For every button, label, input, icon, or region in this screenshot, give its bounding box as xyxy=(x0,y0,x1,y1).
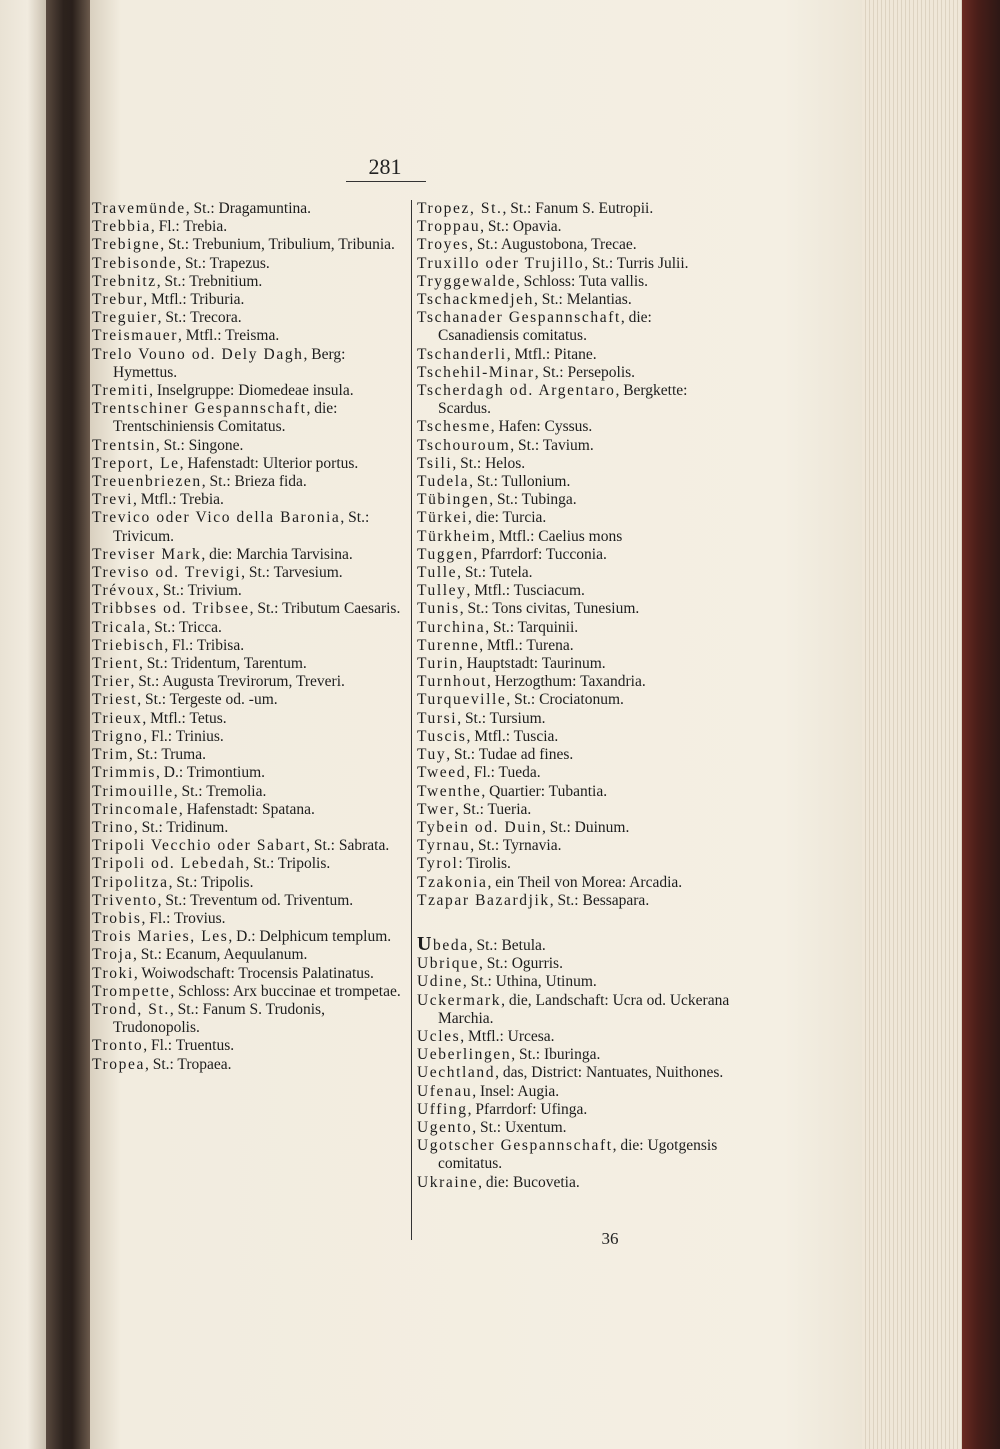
entry-headword: Turnhout xyxy=(417,673,487,691)
entry-gloss: , Woiwodschaft: Trocensis Palatinatus. xyxy=(133,964,374,982)
entry-headword: Ubrique xyxy=(417,955,479,973)
entry-headword: Tropea xyxy=(92,1055,145,1073)
dictionary-entry xyxy=(417,346,732,364)
entry-headword: Ugotscher Gespannschaft xyxy=(417,1137,613,1155)
entry-gloss: , Mtfl.: Tetus. xyxy=(142,709,227,727)
entry-gloss: , St.: Brieza fida. xyxy=(201,473,307,491)
entry-headword: Tzapar Bazardjik xyxy=(417,891,550,909)
entry-gloss: , St.: Tropaea. xyxy=(144,1055,232,1073)
dictionary-entry xyxy=(92,600,402,618)
entry-headword: Tschanader Gespannschaft xyxy=(417,309,621,327)
dictionary-entry xyxy=(417,655,732,673)
dictionary-entry xyxy=(417,1101,732,1119)
entry-headword: Trieux xyxy=(92,709,143,727)
entry-headword: Treuenbriezen xyxy=(92,473,202,491)
dictionary-entry xyxy=(92,346,402,382)
entry-gloss: , Hafenstadt: Ulterior portus. xyxy=(179,454,359,472)
dictionary-entry xyxy=(417,1119,732,1137)
page-number: 281 xyxy=(368,154,402,179)
dictionary-entry xyxy=(92,655,402,673)
entry-headword: Trebisonde xyxy=(92,254,178,272)
entry-headword: Trebigne xyxy=(92,236,161,254)
entry-gloss: , Mtfl.: Caelius mons xyxy=(490,527,623,545)
entry-gloss: , Mtfl.: Urcesa. xyxy=(460,1027,555,1045)
dictionary-entry xyxy=(92,746,402,764)
entry-gloss: , St.: Uxentum. xyxy=(472,1118,567,1136)
dictionary-entry xyxy=(92,928,402,946)
entry-headword: Treviso od. Trevigi xyxy=(92,564,242,582)
entry-headword: Ucles xyxy=(417,1027,461,1045)
entry-gloss: , St.: Trivium. xyxy=(155,582,242,600)
dictionary-entry xyxy=(417,564,732,582)
entry-gloss: : Tirolis. xyxy=(458,855,511,873)
entry-gloss: , St.: Tridentum, Tarentum. xyxy=(138,655,307,673)
entry-headword: Tschouroum xyxy=(417,436,511,454)
u-entries xyxy=(417,955,732,1192)
entry-gloss: , St.: Trivicum. xyxy=(113,509,370,545)
dictionary-entry xyxy=(417,600,732,618)
dictionary-entry xyxy=(92,473,402,491)
dictionary-entry xyxy=(92,309,402,327)
entry-headword: Tuy xyxy=(417,746,447,764)
entry-gloss: , St.: Fanum S. Eutropii. xyxy=(502,200,654,217)
entry-gloss: , Insel: Augia. xyxy=(472,1082,560,1100)
page-edges xyxy=(862,0,962,1449)
dictionary-entry xyxy=(92,546,402,564)
entry-headword: Trivento xyxy=(92,891,158,909)
dictionary-entry xyxy=(92,673,402,691)
entry-gloss: , Fl.: Trebia. xyxy=(150,218,228,236)
dictionary-entry xyxy=(92,819,402,837)
entry-gloss: , St.: Tutela. xyxy=(457,564,533,582)
dictionary-entry xyxy=(92,764,402,782)
dictionary-entry xyxy=(92,910,402,928)
dictionary-entry xyxy=(92,691,402,709)
entry-headword: Tschackmedjeh xyxy=(417,291,534,309)
signature-mark: 36 xyxy=(601,1229,619,1248)
dictionary-entry xyxy=(417,764,732,782)
dictionary-entry xyxy=(92,946,402,964)
dictionary-entry xyxy=(417,855,732,873)
entry-headword: Tronto xyxy=(92,1037,144,1055)
entry-headword: Turchina xyxy=(417,618,486,636)
entry-headword: Triebisch xyxy=(92,636,165,654)
entry-headword: Trévoux xyxy=(92,582,156,600)
entry-headword: Tripoli Vecchio oder Sabart xyxy=(92,837,307,855)
dictionary-entry xyxy=(417,1137,732,1173)
entry-headword: Tübingen xyxy=(417,491,490,509)
entry-gloss: , St.: Dragamuntina. xyxy=(185,200,312,217)
entry-gloss: , St.: Tudae ad fines. xyxy=(446,746,574,764)
entry-gloss: , St.: Tarvesium. xyxy=(241,564,343,582)
entry-headword: Uckermark xyxy=(417,991,502,1009)
dictionary-entry xyxy=(92,983,402,1001)
dictionary-entry xyxy=(417,973,732,991)
dictionary-entry xyxy=(92,1001,402,1037)
entry-gloss: , Mtfl.: Tusciacum. xyxy=(466,582,585,600)
entry-gloss: , St.: Treventum od. Triventum. xyxy=(157,891,354,909)
entry-headword: Treviser Mark xyxy=(92,545,202,563)
entry-headword: Ukraine xyxy=(417,1173,479,1191)
entry-gloss: , St.: Uthina, Utinum. xyxy=(462,973,597,991)
entry-gloss: , Pfarrdorf: Tucconia. xyxy=(473,545,607,563)
entry-headword: Tudela xyxy=(417,473,470,491)
entry-gloss: , Herzogthum: Taxandria. xyxy=(486,673,646,691)
entry-gloss: , St.: Helos. xyxy=(452,454,526,472)
dictionary-entry xyxy=(92,291,402,309)
entry-gloss: , die: Turcia. xyxy=(467,509,547,527)
entry-gloss: , die: Trentschiniensis Comitatus. xyxy=(113,400,338,436)
dictionary-entry xyxy=(92,382,402,400)
entry-headword: Tulle xyxy=(417,564,458,582)
entry-headword: Tzakonia xyxy=(417,873,488,891)
dictionary-entry xyxy=(92,837,402,855)
entry-gloss: , St.: Tripolis. xyxy=(245,855,331,873)
dictionary-entry xyxy=(417,437,732,455)
entry-gloss: , St.: Singone. xyxy=(155,436,244,454)
entry-headword: Tsili xyxy=(417,454,453,472)
entry-headword: Tripolitza xyxy=(92,873,169,891)
dictionary-entry xyxy=(417,309,732,345)
dictionary-entry xyxy=(417,1174,732,1192)
entry-gloss: , St.: Augusta Trevirorum, Treveri. xyxy=(130,673,345,691)
entry-headword: Türkheim xyxy=(417,527,491,545)
entry-headword: Udine xyxy=(417,973,463,991)
entry-headword: Trino xyxy=(92,818,134,836)
entry-gloss: , St.: Augustobona, Trecae. xyxy=(469,236,637,254)
entry-headword: Tricala xyxy=(92,618,147,636)
dictionary-entry xyxy=(417,491,732,509)
entry-headword: Tscherdagh od. Argentaro xyxy=(417,382,616,400)
dictionary-entry xyxy=(417,819,732,837)
entry-gloss: , St.: Truma. xyxy=(128,746,206,764)
entry-headword: Tribbses od. Tribsee xyxy=(92,600,250,618)
entry-headword: Tunis xyxy=(417,600,460,618)
entry-headword: Treguier xyxy=(92,309,158,327)
entry-gloss: , St.: Ecanum, Aequulanum. xyxy=(133,946,308,964)
entry-headword: Troja xyxy=(92,946,134,964)
entry-headword: Türkei xyxy=(417,509,468,527)
entry-gloss: , Quartier: Tubantia. xyxy=(481,782,608,800)
dictionary-entry xyxy=(92,801,402,819)
entry-gloss: , Mtfl.: Turena. xyxy=(479,636,574,654)
entry-gloss: , Hafen: Cyssus. xyxy=(490,418,593,436)
entry-headword: Trebbia xyxy=(92,218,151,236)
entry-gloss: , D.: Trimontium. xyxy=(156,764,266,782)
entry-headword: Tremiti xyxy=(92,382,150,400)
dictionary-entry xyxy=(417,728,732,746)
entry-headword: Trond, St. xyxy=(92,1000,170,1018)
dictionary-entry xyxy=(92,236,402,254)
dictionary-entry xyxy=(92,255,402,273)
dictionary-entry xyxy=(92,619,402,637)
dictionary-entry xyxy=(417,528,732,546)
entry-gloss: , ein Theil von Morea: Arcadia. xyxy=(487,873,683,891)
entry-headword: Tulley xyxy=(417,582,467,600)
entry-headword: Trient xyxy=(92,655,139,673)
dictionary-entry xyxy=(92,564,402,582)
dictionary-entry xyxy=(417,874,732,892)
entry-headword: Troki xyxy=(92,964,134,982)
entry-gloss: , St.: Trecora. xyxy=(157,309,242,327)
book-gutter xyxy=(46,0,90,1449)
entry-headword: Triest xyxy=(92,691,138,709)
entry-headword: Trebnitz xyxy=(92,272,157,290)
dictionary-entry xyxy=(417,418,732,436)
entry-gloss: , St.: Trapezus. xyxy=(177,254,270,272)
dictionary-entry xyxy=(417,255,732,273)
entry-headword: Trelo Vouno od. Dely Dagh xyxy=(92,345,304,363)
entry-headword: Trimmis xyxy=(92,764,157,782)
column-divider xyxy=(411,200,412,1240)
entry-headword: beda xyxy=(433,936,469,954)
entry-headword: Tursi xyxy=(417,709,458,727)
dictionary-entry xyxy=(92,200,402,218)
entry-gloss: , Fl.: Tueda. xyxy=(466,764,541,782)
entry-gloss: , Mtfl.: Tuscia. xyxy=(466,727,559,745)
entry-gloss: , die: Marchia Tarvisina. xyxy=(201,545,353,563)
entry-headword: Tripoli od. Lebedah xyxy=(92,855,246,873)
entry-gloss: , St.: Tarquinii. xyxy=(485,618,579,636)
entry-headword: Tschanderli xyxy=(417,345,507,363)
entry-headword: Tschesme xyxy=(417,418,491,436)
entry-gloss: , Schloss: Arx buccinae et trompetae. xyxy=(170,982,401,1000)
entry-headword: Turqueville xyxy=(417,691,507,709)
entry-headword: Trim xyxy=(92,746,129,764)
entry-gloss: , St.: Tridinum. xyxy=(133,818,229,836)
entry-headword: Twer xyxy=(417,800,456,818)
entry-headword: Tryggewalde xyxy=(417,272,516,290)
entry-headword: Ueberlingen xyxy=(417,1046,512,1064)
dictionary-entry xyxy=(417,509,732,527)
dictionary-entry xyxy=(417,892,732,910)
entry-gloss: , St.: Melantias. xyxy=(533,291,632,309)
dictionary-entry xyxy=(417,382,732,418)
entry-headword: Treismauer xyxy=(92,327,179,345)
entry-gloss: , St.: Tergeste od. -um. xyxy=(137,691,278,709)
entry-gloss: , St.: Trebunium, Tribulium, Tribunia. xyxy=(160,236,395,254)
entry-gloss: , die: Csanadiensis comitatus. xyxy=(438,309,652,345)
entry-gloss: , die: Bucovetia. xyxy=(478,1173,580,1191)
dictionary-entry xyxy=(92,509,402,545)
entry-gloss: , Fl.: Tribisa. xyxy=(164,636,245,654)
dictionary-entry xyxy=(417,473,732,491)
right-column xyxy=(417,200,732,1192)
dictionary-entry xyxy=(92,218,402,236)
entry-gloss: , Pfarrdorf: Ufinga. xyxy=(467,1100,588,1118)
dictionary-entry xyxy=(92,491,402,509)
entry-headword: Tuggen xyxy=(417,545,474,563)
entry-gloss: , Mtfl.: Trebia. xyxy=(133,491,224,509)
page-number-rule xyxy=(346,181,426,182)
entry-gloss: , Bergkette: Scardus. xyxy=(438,382,688,418)
dictionary-entry xyxy=(417,1046,732,1064)
entry-gloss: , St.: Iburinga. xyxy=(511,1046,601,1064)
entry-gloss: , St.: Tursium. xyxy=(457,709,546,727)
dictionary-entry xyxy=(417,801,732,819)
dictionary-entry xyxy=(417,455,732,473)
entry-headword: Troyes xyxy=(417,236,470,254)
dictionary-entry xyxy=(92,783,402,801)
dictionary-entry xyxy=(417,291,732,309)
entry-gloss: , Inselgruppe: Diomedeae insula. xyxy=(149,382,354,400)
entry-headword: Trentschiner Gespannschaft xyxy=(92,400,307,418)
entry-headword: Troppau xyxy=(417,218,481,236)
entry-gloss: , das, District: Nantuates, Nuithones. xyxy=(495,1064,724,1082)
dictionary-entry xyxy=(417,364,732,382)
entry-gloss: , Berg: Hymettus. xyxy=(113,345,346,381)
dictionary-entry xyxy=(92,710,402,728)
entry-headword: Turin xyxy=(417,655,459,673)
entry-gloss: , Mtfl.: Treisma. xyxy=(178,327,280,345)
entry-gloss: , D.: Delphicum templum. xyxy=(228,928,392,946)
dictionary-entry xyxy=(417,273,732,291)
entry-headword: Truxillo oder Trujillo xyxy=(417,254,585,272)
dictionary-entry xyxy=(417,619,732,637)
entry-gloss: , Mtfl.: Triburia. xyxy=(143,291,245,309)
dictionary-entry xyxy=(92,582,402,600)
dictionary-entry xyxy=(417,637,732,655)
entry-gloss: , Hafenstadt: Spatana. xyxy=(178,800,315,818)
entry-headword: Treport, Le xyxy=(92,454,180,472)
entry-gloss: , St.: Crociatonum. xyxy=(506,691,624,709)
dictionary-entry xyxy=(417,837,732,855)
entry-gloss: , St.: Tubinga. xyxy=(489,491,577,509)
entry-gloss: , St.: Bessapara. xyxy=(549,891,650,909)
dictionary-entry xyxy=(92,437,402,455)
entry-gloss: , St.: Tripolis. xyxy=(168,873,254,891)
entry-headword: Trobis xyxy=(92,909,142,927)
dictionary-entry xyxy=(92,1056,402,1074)
dictionary-entry xyxy=(92,273,402,291)
entry-gloss: , St.: Tremolia. xyxy=(173,782,267,800)
entry-gloss: , St.: Duinum. xyxy=(541,818,630,836)
dictionary-entry xyxy=(417,1064,732,1082)
entry-headword: Tybein od. Duin xyxy=(417,818,542,836)
dictionary-entry xyxy=(92,892,402,910)
entry-gloss: , Fl.: Trinius. xyxy=(143,727,224,745)
entry-headword: Twenthe xyxy=(417,782,482,800)
entry-headword: Trimouille xyxy=(92,782,174,800)
dictionary-entry xyxy=(92,1037,402,1055)
entry-headword: Trebur xyxy=(92,291,144,309)
entry-headword: Trevico oder Vico della Baronia xyxy=(92,509,341,527)
dictionary-entry xyxy=(417,236,732,254)
facing-page-edge xyxy=(0,0,46,1449)
entry-headword: Tyrol xyxy=(417,855,459,873)
entry-gloss: , St.: Tributum Caesaris. xyxy=(249,600,401,618)
entry-gloss: , St.: Tavium. xyxy=(510,436,594,454)
dictionary-entry xyxy=(417,710,732,728)
t-entries xyxy=(417,200,732,910)
dictionary-entry xyxy=(92,637,402,655)
entry-gloss: , St.: Tricca. xyxy=(146,618,222,636)
dictionary-entry xyxy=(417,546,732,564)
dictionary-entry xyxy=(417,783,732,801)
entry-gloss: , St.: Turris Julii. xyxy=(584,254,689,272)
entry-headword: Trier xyxy=(92,673,131,691)
u-first-entry xyxy=(417,932,732,955)
left-column xyxy=(92,200,402,1074)
entry-headword: Tweed xyxy=(417,764,467,782)
dictionary-entry xyxy=(417,200,732,218)
dictionary-entry xyxy=(417,673,732,691)
dictionary-entry xyxy=(92,965,402,983)
entry-gloss: , St.: Tyrnavia. xyxy=(470,837,562,855)
entry-gloss: , die: Ugotgensis comitatus. xyxy=(438,1137,718,1173)
dictionary-entry xyxy=(417,582,732,600)
entry-gloss: , St.: Tullonium. xyxy=(469,473,571,491)
dictionary-entry xyxy=(92,455,402,473)
dictionary-entry xyxy=(417,955,732,973)
entry-headword: Tuscis xyxy=(417,727,467,745)
entry-gloss: , St.: Persepolis. xyxy=(534,363,636,381)
dictionary-entry xyxy=(92,874,402,892)
entry-gloss: , St.: Sabrata. xyxy=(306,837,390,855)
entry-headword: Tschehil-Minar xyxy=(417,363,535,381)
entry-gloss: , Hauptstadt: Taurinum. xyxy=(458,655,606,673)
dictionary-entry xyxy=(417,992,732,1028)
book-cover-edge xyxy=(962,0,1000,1449)
entry-headword: Trincomale xyxy=(92,800,179,818)
entry-headword: Travemünde xyxy=(92,200,186,217)
entry-gloss: , St.: Betula. xyxy=(468,936,546,954)
entry-headword: Uffing xyxy=(417,1100,468,1118)
entry-headword: Uechtland xyxy=(417,1064,496,1082)
section-gap xyxy=(417,910,732,935)
entry-headword: Trompette xyxy=(92,982,171,1000)
dictionary-entry xyxy=(92,327,402,345)
dictionary-entry xyxy=(92,400,402,436)
dictionary-entry xyxy=(417,1083,732,1101)
dictionary-entry xyxy=(417,1028,732,1046)
dictionary-entry xyxy=(92,728,402,746)
entry-gloss: , St.: Trebnitium. xyxy=(156,272,263,290)
entry-gloss: , Fl.: Truentus. xyxy=(143,1037,235,1055)
dictionary-entry xyxy=(417,691,732,709)
entry-gloss: , St.: Opavia. xyxy=(480,218,562,236)
entry-headword: Trevi xyxy=(92,491,134,509)
entry-gloss: , Schloss: Tuta vallis. xyxy=(515,272,649,290)
entry-headword: Trentsin xyxy=(92,436,156,454)
entry-gloss: , Fl.: Trovius. xyxy=(141,909,226,927)
entry-headword: Turenne xyxy=(417,636,480,654)
entry-gloss: , Mtfl.: Pitane. xyxy=(506,345,597,363)
entry-gloss: , St.: Fanum S. Trudonis, Trudonopolis. xyxy=(113,1000,325,1037)
section-initial: U xyxy=(417,932,434,955)
entry-headword: Tyrnau xyxy=(417,837,471,855)
entry-gloss: , die, Landschaft: Ucra od. Uckerana Marchia. xyxy=(438,991,730,1027)
entry-headword: Trigno xyxy=(92,727,144,745)
entry-gloss: , St.: Tons civitas, Tunesium. xyxy=(459,600,640,618)
entry-headword: Ufenau xyxy=(417,1082,473,1100)
entry-gloss: , St.: Ogurris. xyxy=(479,955,563,973)
entry-headword: Ugento xyxy=(417,1118,473,1136)
dictionary-entry xyxy=(417,218,732,236)
entry-headword: Trois Maries, Les xyxy=(92,928,229,946)
entry-headword: Tropez, St. xyxy=(417,200,503,217)
dictionary-entry xyxy=(92,855,402,873)
dictionary-entry xyxy=(417,746,732,764)
entry-gloss: , St.: Tueria. xyxy=(455,800,532,818)
